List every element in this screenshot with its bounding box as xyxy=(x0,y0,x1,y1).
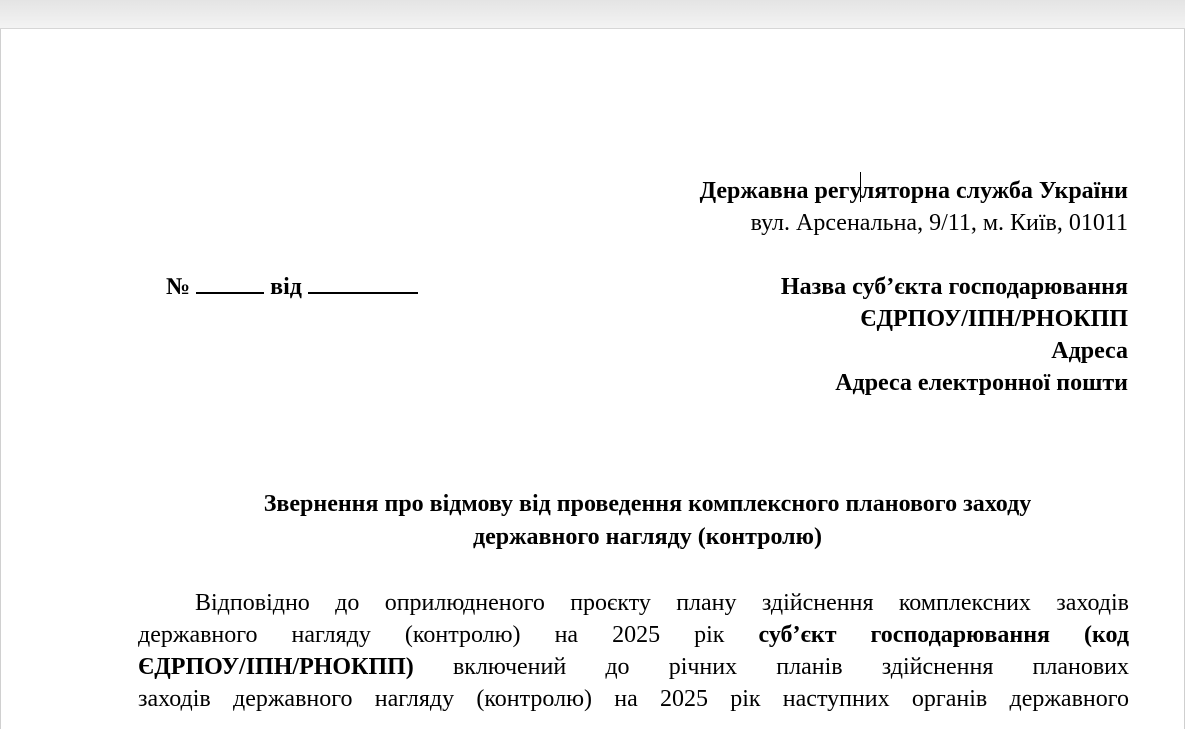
sender-name: Назва суб’єкта господарювання xyxy=(780,274,1128,300)
body-line-2 xyxy=(138,619,1129,651)
recipient-address: вул. Арсенальна, 9/11, м. Київ, 01011 xyxy=(750,210,1128,236)
body-line-3-bold: ЄДРПОУ/ІПН/РНОКПП) xyxy=(138,654,414,680)
document-title-line-2: державного нагляду (контролю) xyxy=(473,524,822,550)
body-line-3-regular: включений до річних планів здійснення планових xyxy=(452,654,1130,680)
window-top-bar xyxy=(0,0,1185,29)
recipient-org-name: Державна регуляторна служба України xyxy=(699,178,1128,204)
reference-line xyxy=(166,271,418,303)
body-line-2-regular: державного нагляду (контролю) на 2025 рік xyxy=(138,622,725,648)
sender-address: Адреса xyxy=(1051,338,1128,364)
body-line-1: Відповідно до оприлюдненого проєкту плану здійснення комплексних заходів xyxy=(195,590,1129,616)
body-line-4: заходів державного нагляду (контролю) на 2025 рік наступних органів державного xyxy=(138,686,1129,712)
number-blank[interactable] xyxy=(196,272,264,294)
body-line-2-bold: суб’єкт господарювання (код xyxy=(758,622,1129,648)
document-page[interactable] xyxy=(0,29,1185,729)
date-blank[interactable] xyxy=(308,272,418,294)
from-label: від xyxy=(270,274,302,300)
sender-email: Адреса електронної пошти xyxy=(835,370,1128,396)
body-line-3 xyxy=(138,651,1129,683)
sender-codes: ЄДРПОУ/ІПН/РНОКПП xyxy=(860,306,1128,332)
number-label: № xyxy=(166,274,191,300)
document-title-line-1: Звернення про відмову від проведення комплексного планового заходу xyxy=(263,491,1032,517)
